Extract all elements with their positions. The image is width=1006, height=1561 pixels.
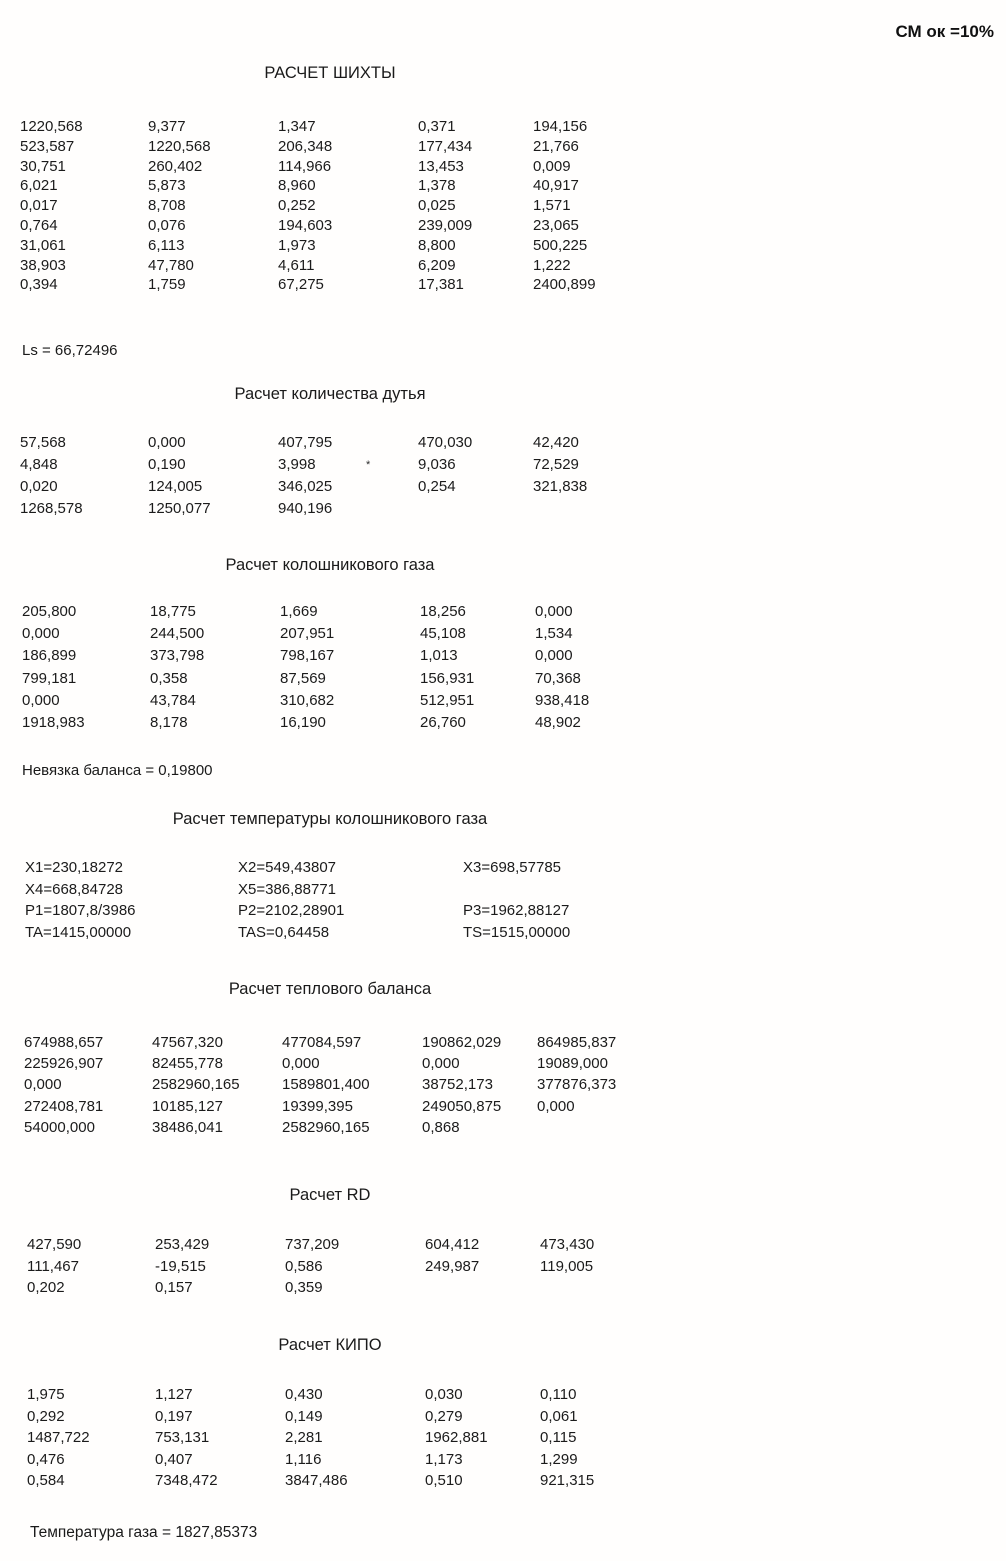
table-row xyxy=(22,645,589,667)
section-title-rd: Расчет RD xyxy=(289,1186,371,1204)
table-row xyxy=(20,454,587,476)
table-row xyxy=(20,137,596,157)
table-row xyxy=(22,601,589,623)
table-cell: 119,005 xyxy=(540,1257,594,1275)
table-cell: 190862,029 xyxy=(422,1034,502,1051)
table-cell: 124,005 xyxy=(148,478,203,495)
table-cell: 23,065 xyxy=(533,216,579,234)
table-cell: 57,568 xyxy=(20,434,66,451)
table-cell: 2582960,165 xyxy=(152,1076,240,1094)
table-cell: 0,510 xyxy=(425,1472,463,1489)
table-cell: 0,149 xyxy=(285,1407,323,1425)
table-cell: 70,368 xyxy=(535,669,581,687)
table-cell: 0,115 xyxy=(540,1429,577,1446)
table-cell: 0,061 xyxy=(540,1407,578,1425)
table-cell: 21,766 xyxy=(533,137,579,155)
table-row xyxy=(27,1277,594,1299)
table-cell: 321,838 xyxy=(533,478,588,495)
table-cell: 47,780 xyxy=(148,256,194,274)
table-cell: 1,534 xyxy=(535,625,573,643)
table-cell: 1,759 xyxy=(148,276,186,294)
table-cell: 272408,781 xyxy=(24,1097,104,1115)
table-cell xyxy=(537,1117,616,1138)
table-cell xyxy=(540,1277,594,1299)
table-cell: 0,584 xyxy=(27,1472,65,1489)
table-cell: 0,292 xyxy=(27,1407,65,1425)
table-cell: 239,009 xyxy=(418,216,473,234)
table-cell: 13,453 xyxy=(418,157,464,175)
table-cell xyxy=(533,498,587,520)
table-row xyxy=(24,1117,616,1138)
table-cell: 30,751 xyxy=(20,157,66,175)
note-balance: Невязка баланса = 0,19800 xyxy=(22,762,213,779)
table-cell: 3847,486 xyxy=(285,1472,348,1489)
table-cell: 42,420 xyxy=(533,434,579,451)
table-cell: 0,202 xyxy=(27,1279,65,1296)
table-cell: 427,590 xyxy=(27,1236,82,1253)
table-cell: 1220,568 xyxy=(20,118,83,135)
table-row xyxy=(27,1449,594,1471)
table-row xyxy=(25,922,570,944)
table-cell: TAS=0,64458 xyxy=(238,923,330,941)
table-cell: 0,197 xyxy=(155,1407,193,1425)
table-cell: P2=2102,28901 xyxy=(238,902,345,920)
table-cell: 0,476 xyxy=(27,1450,65,1468)
table-cell: 40,917 xyxy=(533,177,579,195)
table-cell: 0,000 xyxy=(535,603,573,620)
table-row xyxy=(20,216,596,236)
table-cell: 0,000 xyxy=(282,1055,320,1073)
table-cell: 8,178 xyxy=(150,714,188,732)
table-cell: 0,190 xyxy=(148,456,186,473)
table-row xyxy=(25,900,570,922)
table-cell: 5,873 xyxy=(148,177,186,195)
table-cell: 0,254 xyxy=(418,478,456,495)
table-cell: 1,347 xyxy=(278,118,316,135)
table-cell: 18,256 xyxy=(420,603,466,620)
section-title-kipo: Расчет КИПО xyxy=(278,1336,382,1354)
table-cell: 6,209 xyxy=(418,256,456,274)
table-cell: 1,975 xyxy=(27,1386,65,1403)
table-cell: 674988,657 xyxy=(24,1034,104,1051)
table-cell: 0,279 xyxy=(425,1407,463,1425)
stray-asterisk-mark: * xyxy=(366,459,371,471)
table-cell: 48,902 xyxy=(535,714,581,732)
table-row xyxy=(22,712,589,734)
table-cell: 3,998 xyxy=(278,456,316,473)
table-cell: 1487,722 xyxy=(27,1429,90,1446)
table-cell: P1=1807,8/3986 xyxy=(25,902,136,920)
table-cell: 16,190 xyxy=(280,714,326,732)
table-cell: 0,017 xyxy=(20,197,58,215)
table-cell: 0,000 xyxy=(22,691,60,709)
table-cell: 9,377 xyxy=(148,118,186,135)
table-row xyxy=(27,1427,594,1449)
table-cell: 8,800 xyxy=(418,236,456,254)
table-cell: 0,252 xyxy=(278,197,316,215)
table-cell: 0,157 xyxy=(155,1279,193,1296)
table-cell: 7348,472 xyxy=(155,1472,218,1489)
table-cell: 156,931 xyxy=(420,669,475,687)
table-cell: 45,108 xyxy=(420,625,466,643)
table-row xyxy=(24,1032,616,1053)
table-cell: 0,000 xyxy=(422,1055,460,1073)
table-cell: 18,775 xyxy=(150,603,196,620)
table-cell xyxy=(463,879,570,901)
table-cell: P3=1962,88127 xyxy=(463,902,570,920)
table-row xyxy=(20,256,596,276)
table-cell: 1268,578 xyxy=(20,500,83,517)
table-cell: 38486,041 xyxy=(152,1118,223,1136)
table-cell: 1250,077 xyxy=(148,500,211,517)
table-row xyxy=(22,623,589,645)
table-cell: X1=230,18272 xyxy=(25,859,124,876)
table-cell: 38752,173 xyxy=(422,1076,493,1094)
table-cell: 477084,597 xyxy=(282,1034,362,1051)
table-cell: 346,025 xyxy=(278,478,333,495)
table-cell: 6,021 xyxy=(20,177,58,195)
table-cell: 373,798 xyxy=(150,647,205,665)
table-cell: 0,430 xyxy=(285,1386,323,1403)
table-cell: X4=668,84728 xyxy=(25,880,124,898)
table-row xyxy=(20,117,596,137)
table-cell: 67,275 xyxy=(278,276,324,294)
table-cell: 604,412 xyxy=(425,1236,480,1253)
table-cell: 473,430 xyxy=(540,1236,595,1253)
table-cell: 4,848 xyxy=(20,456,58,473)
table-cell: 512,951 xyxy=(420,691,475,709)
table-cell: 0,009 xyxy=(533,157,571,175)
table-row xyxy=(22,690,589,712)
table-cell: 0,000 xyxy=(537,1097,575,1115)
table-cell: 0,358 xyxy=(150,669,188,687)
table-gas xyxy=(22,601,589,734)
table-cell: 0,110 xyxy=(540,1386,577,1403)
table-cell: 0,359 xyxy=(285,1279,323,1296)
table-cell: 0,000 xyxy=(535,647,573,665)
table-cell: 470,030 xyxy=(418,434,473,451)
table-cell: 4,611 xyxy=(278,256,315,274)
table-teplo xyxy=(24,1032,616,1138)
table-cell: 798,167 xyxy=(280,647,335,665)
table-cell: X2=549,43807 xyxy=(238,859,337,876)
table-cell: 1,173 xyxy=(425,1450,463,1468)
table-cell: 0,030 xyxy=(425,1386,463,1403)
table-cell: 82455,778 xyxy=(152,1055,223,1073)
table-row xyxy=(20,196,596,216)
table-row xyxy=(20,476,587,498)
table-cell: 1,222 xyxy=(533,256,571,274)
table-row xyxy=(27,1256,594,1278)
table-cell: 87,569 xyxy=(280,669,326,687)
table-cell: 17,381 xyxy=(418,276,464,294)
table-row xyxy=(22,668,589,690)
table-cell: 0,076 xyxy=(148,216,186,234)
table-cell: 8,960 xyxy=(278,177,316,195)
table-cell: TS=1515,00000 xyxy=(463,923,571,941)
table-cell: 19399,395 xyxy=(282,1097,353,1115)
table-row xyxy=(24,1053,616,1074)
table-cell: 26,760 xyxy=(420,714,466,732)
table-cell: 1918,983 xyxy=(22,714,85,732)
table-cell: 0,371 xyxy=(418,118,456,135)
table-cell: 207,951 xyxy=(280,625,335,643)
table-cell xyxy=(418,498,533,520)
table-cell: 1220,568 xyxy=(148,137,211,155)
table-cell: 1,013 xyxy=(420,647,458,665)
table-row xyxy=(20,432,587,454)
table-cell: 1,973 xyxy=(278,236,316,254)
table-cell: -19,515 xyxy=(155,1257,206,1275)
table-temp xyxy=(25,857,570,943)
table-row xyxy=(20,157,596,177)
table-cell: 6,113 xyxy=(148,236,185,254)
table-cell: 1962,881 xyxy=(425,1429,488,1446)
table-row xyxy=(27,1234,594,1256)
table-row xyxy=(20,275,596,295)
table-rd xyxy=(27,1234,594,1299)
table-cell: 114,966 xyxy=(278,157,332,175)
table-cell: 2,281 xyxy=(285,1429,323,1446)
table-cell: 0,000 xyxy=(148,434,186,451)
table-cell: 0,407 xyxy=(155,1450,193,1468)
table-cell: 310,682 xyxy=(280,691,335,709)
table-row xyxy=(24,1074,616,1095)
table-cell: 260,402 xyxy=(148,157,203,175)
table-cell: 799,181 xyxy=(22,669,77,687)
table-cell: 1,127 xyxy=(155,1386,193,1403)
table-cell: 225926,907 xyxy=(24,1055,104,1073)
table-cell: X5=386,88771 xyxy=(238,880,337,898)
section-title-shihta: РАСЧЕТ ШИХТЫ xyxy=(264,64,396,82)
table-cell: 177,434 xyxy=(418,137,473,155)
table-cell: 249050,875 xyxy=(422,1097,502,1115)
table-cell: 111,467 xyxy=(27,1257,79,1275)
table-cell: 523,587 xyxy=(20,137,75,155)
table-cell: 244,500 xyxy=(150,625,205,643)
table-cell: 0,764 xyxy=(20,216,58,234)
table-cell: 194,603 xyxy=(278,216,333,234)
table-row xyxy=(25,857,570,879)
table-cell: 205,800 xyxy=(22,603,77,620)
table-cell: 9,036 xyxy=(418,456,456,473)
table-cell: 1,571 xyxy=(533,197,571,215)
table-cell: 1,378 xyxy=(418,177,456,195)
table-cell: 938,418 xyxy=(535,691,590,709)
table-row xyxy=(20,498,587,520)
table-cell: TA=1415,00000 xyxy=(25,923,132,941)
table-cell: 194,156 xyxy=(533,118,588,135)
table-cell: 377876,373 xyxy=(537,1076,617,1094)
table-row xyxy=(25,879,570,901)
section-title-teplo: Расчет теплового баланса xyxy=(228,980,432,998)
table-cell: 864985,837 xyxy=(537,1034,617,1051)
table-row xyxy=(27,1406,594,1428)
table-cell: 0,394 xyxy=(20,276,58,294)
table-cell: 206,348 xyxy=(278,137,333,155)
table-kipo xyxy=(27,1384,594,1492)
table-cell: 0,868 xyxy=(422,1118,460,1136)
table-cell: 47567,320 xyxy=(152,1034,223,1051)
section-title-dutya: Расчет количества дутья xyxy=(234,385,426,403)
table-cell: 186,899 xyxy=(22,647,77,665)
table-row xyxy=(20,176,596,196)
table-cell: 0,000 xyxy=(22,625,60,643)
table-cell: 0,586 xyxy=(285,1257,323,1275)
table-shihta xyxy=(20,117,596,295)
table-row xyxy=(24,1096,616,1117)
table-row xyxy=(27,1470,594,1492)
table-cell: 737,209 xyxy=(285,1236,340,1253)
table-cell: 500,225 xyxy=(533,236,588,254)
table-cell: 0,020 xyxy=(20,478,58,495)
table-cell: 2400,899 xyxy=(533,276,596,294)
table-cell: 753,131 xyxy=(155,1429,210,1446)
table-cell: 940,196 xyxy=(278,500,333,517)
table-cell: 31,061 xyxy=(20,236,66,254)
note-ls: Ls = 66,72496 xyxy=(22,342,118,359)
table-cell: 8,708 xyxy=(148,197,186,215)
table-cell: 1,299 xyxy=(540,1450,578,1468)
table-cell: 407,795 xyxy=(278,434,333,451)
table-cell: 1589801,400 xyxy=(282,1076,370,1094)
corner-note: СМ ок =10% xyxy=(895,22,994,41)
section-title-temp: Расчет температуры колошникового газа xyxy=(172,810,488,828)
table-cell: 253,429 xyxy=(155,1236,210,1253)
table-cell: 72,529 xyxy=(533,456,579,473)
note-gas-temperature: Температура газа = 1827,85373 xyxy=(30,1524,258,1541)
section-title-gas: Расчет колошникового газа xyxy=(225,556,435,574)
table-cell: 1,116 xyxy=(285,1450,322,1468)
table-cell: 0,000 xyxy=(24,1076,62,1094)
table-cell: 921,315 xyxy=(540,1472,595,1489)
table-cell: X3=698,57785 xyxy=(463,859,562,876)
table-cell: 249,987 xyxy=(425,1257,480,1275)
table-cell: 2582960,165 xyxy=(282,1118,370,1136)
table-cell: 38,903 xyxy=(20,256,66,274)
table-cell: 43,784 xyxy=(150,691,196,709)
table-dutya xyxy=(20,432,587,520)
table-row xyxy=(27,1384,594,1406)
table-cell xyxy=(425,1277,540,1299)
table-cell: 54000,000 xyxy=(24,1118,95,1136)
table-cell: 0,025 xyxy=(418,197,456,215)
table-cell: 1,669 xyxy=(280,603,318,620)
table-cell: 19089,000 xyxy=(537,1055,608,1073)
table-row xyxy=(20,236,596,256)
table-cell: 10185,127 xyxy=(152,1097,223,1115)
